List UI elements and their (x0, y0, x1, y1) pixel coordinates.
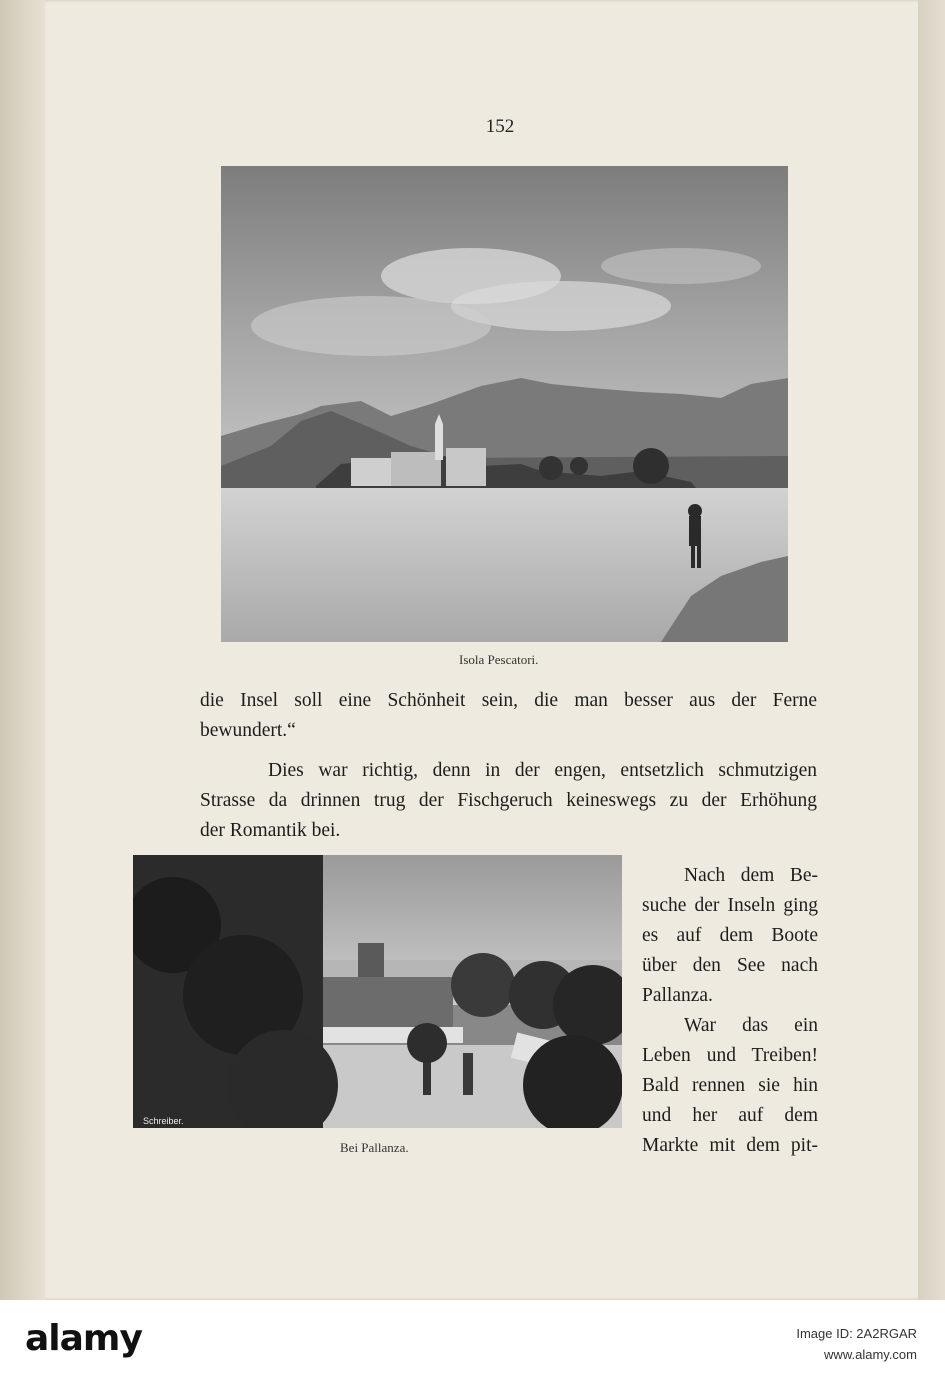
page-number: 152 (485, 116, 515, 137)
text-line: und her auf dem (642, 1105, 818, 1126)
text-line: Strasse da drinnen trug der Fischgeruch keineswegs zu der Erhöhung (200, 790, 817, 811)
photographer-signature: Schreiber. (143, 1116, 184, 1126)
text-line: es auf dem Boote (642, 925, 818, 946)
text-line: die Insel soll eine Schönheit sein, die man besser aus der Ferne (200, 690, 817, 711)
text-line: Bald rennen sie hin (642, 1075, 818, 1096)
bei-pallanza-photo (133, 855, 622, 1128)
text-line: bewundert.“ (200, 720, 296, 741)
figure-caption: Bei Pallanza. (340, 1140, 409, 1155)
text-line: suche der Inseln ging (642, 895, 818, 916)
text-line: Pallanza. (642, 985, 713, 1006)
text-line: Dies war richtig, denn in der engen, entsetzlich schmutzigen (268, 760, 817, 781)
page-right-edge (918, 0, 945, 1300)
text-line: Leben und Treiben! (642, 1045, 818, 1066)
text-line: über den See nach (642, 955, 818, 976)
text-line: Nach dem Be- (684, 865, 818, 886)
isola-pescatori-photo (221, 166, 788, 642)
paragraph-intro (200, 686, 817, 746)
paragraph-war-das-ein (642, 1011, 818, 1161)
image-id: Image ID: 2A2RGAR (796, 1326, 917, 1341)
alamy-logo: alamy (25, 1318, 142, 1359)
paragraph-nach-dem-besuche (642, 861, 818, 1011)
figure-caption: Isola Pescatori. (459, 652, 539, 667)
paragraph-dies-war-richtig (200, 756, 817, 846)
previous-page-edge (0, 0, 45, 1300)
text-line: der Romantik bei. (200, 820, 341, 841)
site-url[interactable]: www.alamy.com (824, 1347, 917, 1362)
text-line: Markte mit dem pit- (642, 1135, 818, 1156)
text-line: War das ein (684, 1015, 818, 1036)
